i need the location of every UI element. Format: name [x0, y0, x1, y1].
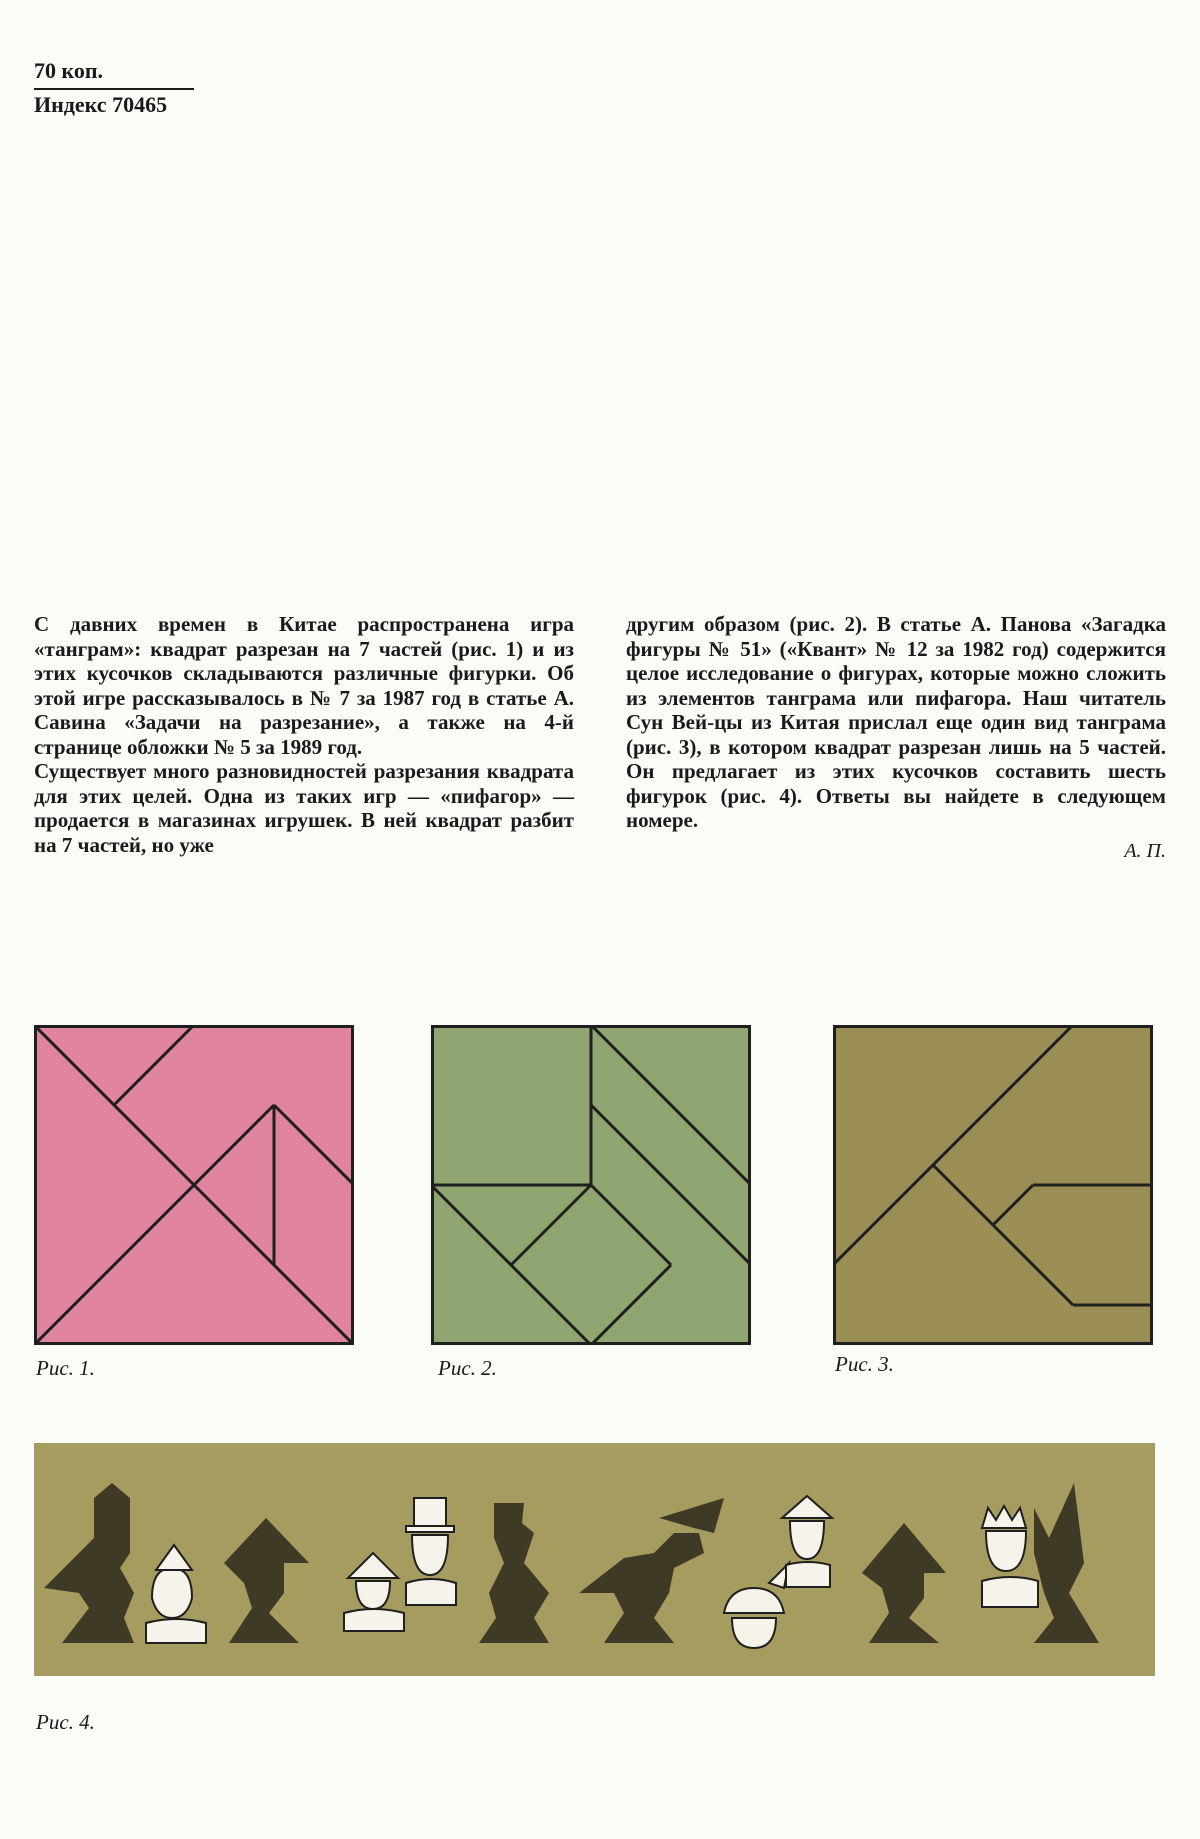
figure-3-caption: Рис. 3.	[835, 1352, 894, 1376]
figure-3-tangram	[833, 1025, 1153, 1345]
figure-4-strip	[34, 1443, 1155, 1676]
header-rule	[34, 88, 194, 90]
article-paragraph: Существует много разновидностей разрезания квадрата для этих целей. Одна из таких игр — «пифагор» — продается в магазинах игрушек. В ней квадрат разбит на 7 частей, но уже	[34, 759, 574, 857]
index-code: Индекс 70465	[34, 92, 168, 117]
article-column-right	[626, 612, 1166, 863]
figure-1-caption: Рис. 1.	[36, 1356, 95, 1380]
figure-2-pythagoras	[431, 1025, 751, 1345]
article-paragraph: другим образом (рис. 2). В статье А. Панова «Загадка фигуры № 51» («Квант» № 12 за 1982 год) содержится целое исследование о фигурах, которые можно сложить из элементов танграма или пифагора. Наш читатель Сун Вей-цы из Китая прислал еще один вид танграма (рис. 3), в котором квадрат разрезан лишь на 5 частей. Он предлагает из этих кусочков составить шесть фигурок (рис. 4). Ответы вы найдете в следующем номере.	[626, 612, 1166, 832]
price: 70 коп.	[34, 58, 104, 83]
signature: А. П.	[1124, 839, 1166, 862]
figure-1-tangram	[34, 1025, 354, 1345]
article-column-left	[34, 612, 574, 857]
figure-4-caption: Рис. 4.	[36, 1710, 95, 1734]
article-paragraph: С давних времен в Китае распространена игра «танграм»: квадрат разрезан на 7 частей (рис. 1) и из этих кусочков складываются различные фигурки. Об этой игре рассказывалось в № 7 за 1987 год в статье А. Савина «Задачи на разрезание», а также на 4-й странице обложки № 5 за 1989 год.	[34, 612, 574, 759]
figure-2-caption: Рис. 2.	[438, 1356, 497, 1380]
